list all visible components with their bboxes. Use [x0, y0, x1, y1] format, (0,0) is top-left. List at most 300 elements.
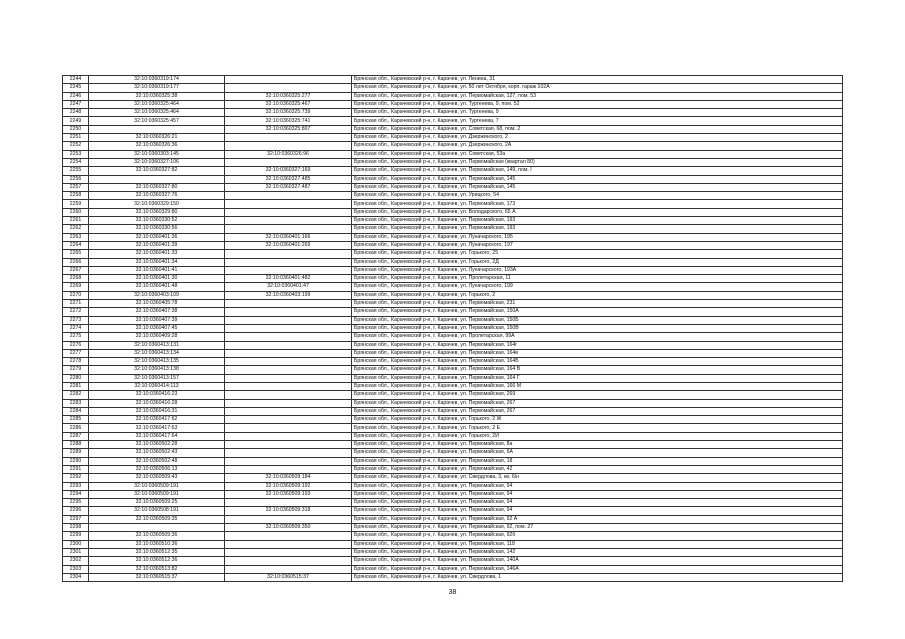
parent-number-cell — [225, 158, 352, 166]
parent-number-cell: 32:10:0360327:169 — [225, 167, 352, 175]
address-cell: Брянская обл., Карачевский р-н, г. Карачев, ул. Горького, 2И — [352, 432, 843, 440]
cadastral-number-cell: 32:10:0360512:35 — [89, 548, 225, 556]
address-cell: Брянская обл., Карачевский р-н, г. Карачев, ул. Первомайская, 118 — [352, 540, 843, 548]
table-row — [63, 76, 843, 84]
address-cell: Брянская обл., Карачевский р-н, г. Карачев, ул. Первомайская, 145 — [352, 183, 843, 191]
address-cell: Брянская обл., Карачевский р-н, г. Карачев, ул. Первомайская, 92 А — [352, 515, 843, 523]
parent-number-cell — [225, 192, 352, 200]
row-number-cell: 2262 — [63, 225, 89, 233]
row-number-cell: 2279 — [63, 366, 89, 374]
address-cell: Брянская обл., Карачевский р-н, г. Карачев, ул. Первомайская, 164Б — [352, 358, 843, 366]
row-number-cell: 2247 — [63, 100, 89, 108]
row-number-cell: 2294 — [63, 490, 89, 498]
table-row — [63, 150, 843, 158]
table-row — [63, 175, 843, 183]
address-cell: Брянская обл., Карачевский р-н, г. Карачев, ул. Дзержинского, 2 — [352, 134, 843, 142]
address-cell: Брянская обл., Карачевский р-н, г. Карачев, ул. Первомайская, 94 — [352, 482, 843, 490]
table-row — [63, 366, 843, 374]
address-cell: Брянская обл., Карачевский р-н, г. Карачев, ул. Горького, 2 Е — [352, 424, 843, 432]
cadastral-number-cell: 32:10:0360413:157 — [89, 374, 225, 382]
parent-number-cell: 32:10:0360401:166 — [225, 233, 352, 241]
parent-number-cell — [225, 382, 352, 390]
parent-number-cell — [225, 308, 352, 316]
row-number-cell: 2252 — [63, 142, 89, 150]
parent-number-cell: 32:10:0360325:277 — [225, 92, 352, 100]
cadastral-number-cell: 32:10:0360407:38 — [89, 308, 225, 316]
parent-number-cell — [225, 341, 352, 349]
parent-number-cell — [225, 457, 352, 465]
table-row — [63, 316, 843, 324]
address-cell: Брянская обл., Карачевский р-н, г. Карачев, ул. Свердлова, 3, кв. 6/н — [352, 474, 843, 482]
row-number-cell: 2266 — [63, 258, 89, 266]
address-cell: Брянская обл., Карачевский р-н, г. Карачев, ул. Володарского, 65 А — [352, 208, 843, 216]
cadastral-number-cell: 32:10:0360325:457 — [89, 117, 225, 125]
address-cell: Брянская обл., Карачевский р-н, г. Карачев, ул. Горького, 2Д — [352, 258, 843, 266]
table-row — [63, 374, 843, 382]
parent-number-cell — [225, 391, 352, 399]
row-number-cell: 2248 — [63, 109, 89, 117]
row-number-cell: 2245 — [63, 84, 89, 92]
table-row — [63, 283, 843, 291]
row-number-cell: 2251 — [63, 134, 89, 142]
row-number-cell: 2263 — [63, 233, 89, 241]
address-cell: Брянская обл., Карачевский р-н, г. Карачев, ул. Советская, 68, пом. 2 — [352, 125, 843, 133]
parent-number-cell: 32:10:0360509:318 — [225, 507, 352, 515]
cadastral-number-cell: 32:10:0360502:43 — [89, 449, 225, 457]
table-row — [63, 225, 843, 233]
table-row — [63, 324, 843, 332]
table-row — [63, 349, 843, 357]
table-row — [63, 382, 843, 390]
address-cell: Брянская обл., Карачевский р-н, г. Карачев, ул. Луначарского, 195 — [352, 233, 843, 241]
row-number-cell: 2250 — [63, 125, 89, 133]
parent-number-cell: 32:10:0360509:193 — [225, 490, 352, 498]
address-cell: Брянская обл., Карачевский р-н, г. Карачев, ул. Первомайская, 94 — [352, 507, 843, 515]
cadastral-number-cell: 32:10:0360407:39 — [89, 316, 225, 324]
parent-number-cell — [225, 217, 352, 225]
row-number-cell: 2296 — [63, 507, 89, 515]
address-cell: Брянская обл., Карачевский р-н, г. Карачев, ул. Ленина, 31 — [352, 76, 843, 84]
parent-number-cell — [225, 548, 352, 556]
table-row — [63, 134, 843, 142]
parent-number-cell — [225, 399, 352, 407]
row-number-cell: 2261 — [63, 217, 89, 225]
row-number-cell: 2286 — [63, 424, 89, 432]
table-row — [63, 167, 843, 175]
cadastral-number-cell: 32:10:0360416:28 — [89, 399, 225, 407]
table-row — [63, 482, 843, 490]
table-row — [63, 532, 843, 540]
parent-number-cell — [225, 532, 352, 540]
cadastral-number-cell: 32:10:0360325:464 — [89, 109, 225, 117]
table-row — [63, 499, 843, 507]
row-number-cell: 2297 — [63, 515, 89, 523]
parent-number-cell — [225, 441, 352, 449]
parent-number-cell — [225, 349, 352, 357]
address-cell: Брянская обл., Карачевский р-н, г. Карачев, ул. Первомайская, 127, пом. 53 — [352, 92, 843, 100]
cadastral-number-cell: 32:10:0360325:464 — [89, 100, 225, 108]
table-row — [63, 308, 843, 316]
row-number-cell: 2287 — [63, 432, 89, 440]
address-cell: Брянская обл., Карачевский р-н, г. Карачев, ул. Первомайская, 193 — [352, 217, 843, 225]
parent-number-cell — [225, 366, 352, 374]
parent-number-cell — [225, 250, 352, 258]
row-number-cell: 2254 — [63, 158, 89, 166]
table-row — [63, 100, 843, 108]
table-row — [63, 192, 843, 200]
parent-number-cell — [225, 565, 352, 573]
cadastral-number-cell — [89, 175, 225, 183]
cadastral-number-cell: 32:10:0360509:36 — [89, 532, 225, 540]
cadastral-number-cell: 32:10:0360325:38 — [89, 92, 225, 100]
address-cell: Брянская обл., Карачевский р-н, г. Карачев, ул. Первомайская, 6А — [352, 449, 843, 457]
table-row — [63, 424, 843, 432]
row-number-cell: 2258 — [63, 192, 89, 200]
table-row — [63, 200, 843, 208]
table-row — [63, 407, 843, 415]
cadastral-number-cell: 32:10:0360327:76 — [89, 192, 225, 200]
cadastral-number-cell: 32:10:0360329:80 — [89, 208, 225, 216]
cadastral-number-cell: 32:10:0360509:43 — [89, 474, 225, 482]
address-cell: Брянская обл., Карачевский р-н, г. Карачев, ул. Первомайская, 94 — [352, 499, 843, 507]
table-row — [63, 275, 843, 283]
parent-number-cell — [225, 208, 352, 216]
parent-number-cell: 32:10:0360325:467 — [225, 100, 352, 108]
cadastral-number-cell — [89, 125, 225, 133]
parent-number-cell — [225, 449, 352, 457]
row-number-cell: 2265 — [63, 250, 89, 258]
address-cell: Брянская обл., Карачевский р-н, г. Карачев, ул. Первомайская, 145 — [352, 175, 843, 183]
table-row — [63, 449, 843, 457]
parent-number-cell — [225, 300, 352, 308]
row-number-cell: 2272 — [63, 308, 89, 316]
cadastral-number-cell: 32:10:0360330:56 — [89, 225, 225, 233]
table-row — [63, 291, 843, 299]
address-cell: Брянская обл., Карачевский р-н, г. Карачев, ул. Первомайская, 149, пом. I — [352, 167, 843, 175]
address-cell: Брянская обл., Карачевский р-н, г. Карачев, ул. Первомайская, 150Б — [352, 316, 843, 324]
cadastral-number-cell: 32:10:0360330:52 — [89, 217, 225, 225]
parent-number-cell: 32:10:0360401:269 — [225, 241, 352, 249]
parent-number-cell — [225, 333, 352, 341]
address-cell: Брянская обл., Карачевский р-н, г. Карачев, ул. Первомайская, 18 — [352, 457, 843, 465]
table-row — [63, 250, 843, 258]
parent-number-cell: 32:10:0360401:482 — [225, 275, 352, 283]
parent-number-cell — [225, 416, 352, 424]
parent-number-cell — [225, 225, 352, 233]
page-number: 38 — [448, 589, 457, 596]
address-cell: Брянская обл., Карачевский р-н, г. Карачев, ул. Первомайская, 166 М — [352, 382, 843, 390]
cadastral-number-cell: 32:10:0360326:21 — [89, 134, 225, 142]
row-number-cell: 2293 — [63, 482, 89, 490]
parent-number-cell — [225, 432, 352, 440]
address-cell: Брянская обл., Карачевский р-н, г. Карачев, ул. Первомайская, 173 — [352, 200, 843, 208]
row-number-cell: 2302 — [63, 557, 89, 565]
address-cell: Брянская обл., Карачевский р-н, г. Карачев, ул. Луначарского, 193А — [352, 266, 843, 274]
parent-number-cell — [225, 407, 352, 415]
cadastral-number-cell: 32:10:0360327:106 — [89, 158, 225, 166]
address-cell: Брянская обл., Карачевский р-н, г. Карачев, ул. Первомайская, 92б — [352, 532, 843, 540]
address-cell: Брянская обл., Карачевский р-н, г. Карачев, ул. Дзержинского, 2А — [352, 142, 843, 150]
parent-number-cell: 32:10:0360326:96 — [225, 150, 352, 158]
address-cell: Брянская обл., Карачевский р-н, г. Карачев, ул. Первомайская, 267 — [352, 407, 843, 415]
row-number-cell: 2268 — [63, 275, 89, 283]
cadastral-number-cell: 32:10:0360409:28 — [89, 333, 225, 341]
cadastral-number-cell: 32:10:0360414:113 — [89, 382, 225, 390]
address-cell: Брянская обл., Карачевский р-н, г. Карачев, ул. Первомайская, 42 — [352, 465, 843, 473]
cadastral-number-cell: 32:10:0360319:177 — [89, 84, 225, 92]
address-cell: Брянская обл., Карачевский р-н, г. Карачев, ул. Первомайская, 92, пом. 27 — [352, 524, 843, 532]
parent-number-cell: 32:10:0360509:192 — [225, 482, 352, 490]
parent-number-cell — [225, 557, 352, 565]
cadastral-number-cell: 32:10:0360401:41 — [89, 266, 225, 274]
cadastral-number-cell: 32:10:0360327:80 — [89, 183, 225, 191]
row-number-cell: 2273 — [63, 316, 89, 324]
table-row — [63, 457, 843, 465]
address-cell: Брянская обл., Карачевский р-н, г. Карачев, ул. Советская, 53а — [352, 150, 843, 158]
parent-number-cell: 32:10:0360509:184 — [225, 474, 352, 482]
row-number-cell: 2301 — [63, 548, 89, 556]
address-cell: Брянская обл., Карачевский р-н, г. Карачев, ул. Первомайская, 231 — [352, 300, 843, 308]
table-row — [63, 548, 843, 556]
row-number-cell: 2288 — [63, 441, 89, 449]
parent-number-cell — [225, 84, 352, 92]
address-cell: Брянская обл., Карачевский р-н, г. Карачев, ул. Тургенева, 7 — [352, 117, 843, 125]
cadastral-number-cell: 32:10:0360416:23 — [89, 391, 225, 399]
address-cell: Брянская обл., Карачевский р-н, г. Карачев, ул. Первомайская, 94 — [352, 490, 843, 498]
cadastral-number-cell: 32:10:0360401:34 — [89, 258, 225, 266]
parent-number-cell: 32:10:0360327:485 — [225, 175, 352, 183]
table-row — [63, 158, 843, 166]
table-row — [63, 565, 843, 573]
row-number-cell: 2276 — [63, 341, 89, 349]
cadastral-number-cell: 32:10:0360413:138 — [89, 366, 225, 374]
row-number-cell: 2292 — [63, 474, 89, 482]
address-cell: Брянская обл., Карачевский р-н, г. Карачев, ул. Горького, 2 Ж — [352, 416, 843, 424]
cadastral-number-cell: 32:10:0360502:48 — [89, 457, 225, 465]
table-row — [63, 358, 843, 366]
row-number-cell: 2255 — [63, 167, 89, 175]
parent-number-cell — [225, 316, 352, 324]
table-row — [63, 507, 843, 515]
parent-number-cell: 32:10:0360401:47 — [225, 283, 352, 291]
row-number-cell: 2274 — [63, 324, 89, 332]
address-cell: Брянская обл., Карачевский р-н, г. Карачев, ул. Первомайская, 146А — [352, 565, 843, 573]
row-number-cell: 2298 — [63, 524, 89, 532]
table-row — [63, 300, 843, 308]
address-cell: Брянская обл., Карачевский р-н, г. Карачев, ул. Первомайская, 140А — [352, 557, 843, 565]
table-row — [63, 573, 843, 581]
cadastral-number-cell: 32:10:0360513:82 — [89, 565, 225, 573]
row-number-cell: 2304 — [63, 573, 89, 581]
parent-number-cell: 32:10:0360403:199 — [225, 291, 352, 299]
parent-number-cell: 32:10:0360325:739 — [225, 109, 352, 117]
address-cell: Брянская обл., Карачевский р-н, г. Карачев, ул. Луначарского, 197 — [352, 241, 843, 249]
parent-number-cell — [225, 465, 352, 473]
cadastral-number-cell: 32:10:0360413:131 — [89, 341, 225, 349]
cadastral-number-cell: 32:10:0360509:191 — [89, 490, 225, 498]
address-cell: Брянская обл., Карачевский р-н, г. Карачев, ул. Пролетарская, 11 — [352, 275, 843, 283]
address-cell: Брянская обл., Карачевский р-н, г. Карачев, ул. Первомайская, 193 — [352, 225, 843, 233]
table-row — [63, 266, 843, 274]
table-row — [63, 333, 843, 341]
cadastral-number-cell: 32:10:0360502:28 — [89, 441, 225, 449]
cadastral-number-cell: 32:10:0360509:25 — [89, 499, 225, 507]
cadastral-number-cell: 32:10:0360509:35 — [89, 515, 225, 523]
parent-number-cell — [225, 200, 352, 208]
parent-number-cell — [225, 374, 352, 382]
parent-number-cell — [225, 424, 352, 432]
parent-number-cell: 32:10:0360325:807 — [225, 125, 352, 133]
table-row — [63, 341, 843, 349]
cadastral-number-cell: 32:10:0360413:135 — [89, 358, 225, 366]
table-row — [63, 117, 843, 125]
table-row — [63, 241, 843, 249]
cadastral-number-cell: 32:10:0360303:145 — [89, 150, 225, 158]
table-row — [63, 399, 843, 407]
parent-number-cell: 32:10:0360515:37 — [225, 573, 352, 581]
row-number-cell: 2249 — [63, 117, 89, 125]
address-cell: Брянская обл., Карачевский р-н, г. Карачев, ул. Первомайская, 142 — [352, 548, 843, 556]
row-number-cell: 2289 — [63, 449, 89, 457]
row-number-cell: 2278 — [63, 358, 89, 366]
row-number-cell: 2295 — [63, 499, 89, 507]
row-number-cell: 2244 — [63, 76, 89, 84]
table-row — [63, 208, 843, 216]
table-row — [63, 515, 843, 523]
row-number-cell: 2259 — [63, 200, 89, 208]
cadastral-number-cell: 32:10:0360508:191 — [89, 507, 225, 515]
row-number-cell: 2256 — [63, 175, 89, 183]
table-row — [63, 391, 843, 399]
cadastral-number-cell: 32:10:0360401:30 — [89, 275, 225, 283]
row-number-cell: 2281 — [63, 382, 89, 390]
cadastral-number-cell: 32:10:0360401:48 — [89, 283, 225, 291]
cadastral-number-cell: 32:10:0360512:36 — [89, 557, 225, 565]
parent-number-cell — [225, 515, 352, 523]
address-cell: Брянская обл., Карачевский р-н, г. Карачев, ул. Первомайская, 8а — [352, 441, 843, 449]
cadastral-number-cell: 32:10:0360407:45 — [89, 324, 225, 332]
row-number-cell: 2270 — [63, 291, 89, 299]
address-cell: Брянская обл., Карачевский р-н, г. Карачев, ул. Первомайская, 150А — [352, 308, 843, 316]
table-row — [63, 142, 843, 150]
cadastral-number-cell: 32:10:0360329:150 — [89, 200, 225, 208]
address-cell: Брянская обл., Карачевский р-н, г. Карачев, ул. Луначарского, 199 — [352, 283, 843, 291]
address-cell: Брянская обл., Карачевский р-н, г. Карачев, ул. Первомайская (квартал 80) — [352, 158, 843, 166]
table-row — [63, 183, 843, 191]
table-row — [63, 474, 843, 482]
cadastral-number-cell: 32:10:0360413:134 — [89, 349, 225, 357]
parent-number-cell: 32:10:0360325:741 — [225, 117, 352, 125]
address-cell: Брянская обл., Карачевский р-н, г. Карачев, ул. Тургенева, 9, пом. 52 — [352, 100, 843, 108]
cadastral-number-cell: 32:10:0360326:36 — [89, 142, 225, 150]
row-number-cell: 2284 — [63, 407, 89, 415]
table-row — [63, 465, 843, 473]
cadastral-number-cell: 32:10:0360510:36 — [89, 540, 225, 548]
row-number-cell: 2275 — [63, 333, 89, 341]
cadastral-number-cell: 32:10:0360403:109 — [89, 291, 225, 299]
row-number-cell: 2280 — [63, 374, 89, 382]
table-row — [63, 557, 843, 565]
row-number-cell: 2285 — [63, 416, 89, 424]
address-cell: Брянская обл., Карачевский р-н, г. Карачев, ул. Тургенева, 9 — [352, 109, 843, 117]
row-number-cell: 2299 — [63, 532, 89, 540]
cadastral-number-cell: 32:10:0360506:13 — [89, 465, 225, 473]
address-cell: Брянская обл., Карачевский р-н, г. Карачев, ул. Горького, 25 — [352, 250, 843, 258]
cadastral-number-cell: 32:10:0360416:31 — [89, 407, 225, 415]
row-number-cell: 2291 — [63, 465, 89, 473]
cadastral-number-cell: 32:10:0360401:39 — [89, 241, 225, 249]
address-cell: Брянская обл., Карачевский р-н, г. Карачев, ул. Первомайская, 164в — [352, 349, 843, 357]
cadastral-number-cell: 32:10:0360401:33 — [89, 250, 225, 258]
table-row — [63, 125, 843, 133]
table-row — [63, 84, 843, 92]
cadastral-number-cell: 32:10:0360319:174 — [89, 76, 225, 84]
row-number-cell: 2303 — [63, 565, 89, 573]
cadastral-number-cell: 32:10:0360327:82 — [89, 167, 225, 175]
registry-table-body — [63, 76, 843, 582]
registry-table — [62, 75, 843, 582]
row-number-cell: 2267 — [63, 266, 89, 274]
parent-number-cell — [225, 258, 352, 266]
table-row — [63, 490, 843, 498]
row-number-cell: 2257 — [63, 183, 89, 191]
address-cell: Брянская обл., Карачевский р-н, г. Карачев, ул. Первомайская, 150В — [352, 324, 843, 332]
table-row — [63, 258, 843, 266]
row-number-cell: 2277 — [63, 349, 89, 357]
cadastral-number-cell: 32:10:0360405:78 — [89, 300, 225, 308]
parent-number-cell — [225, 324, 352, 332]
parent-number-cell — [225, 134, 352, 142]
row-number-cell: 2264 — [63, 241, 89, 249]
row-number-cell: 2260 — [63, 208, 89, 216]
address-cell: Брянская обл., Карачевский р-н, г. Карачев, ул. Первомайская, 269 — [352, 391, 843, 399]
cadastral-number-cell: 32:10:0360417:62 — [89, 416, 225, 424]
parent-number-cell — [225, 76, 352, 84]
row-number-cell: 2290 — [63, 457, 89, 465]
cadastral-number-cell — [89, 524, 225, 532]
table-row — [63, 109, 843, 117]
table-row — [63, 432, 843, 440]
cadastral-number-cell: 32:10:0360417:64 — [89, 432, 225, 440]
row-number-cell: 2283 — [63, 399, 89, 407]
row-number-cell: 2271 — [63, 300, 89, 308]
parent-number-cell — [225, 142, 352, 150]
cadastral-number-cell: 32:10:0360401:36 — [89, 233, 225, 241]
table-row — [63, 441, 843, 449]
row-number-cell: 2246 — [63, 92, 89, 100]
cadastral-number-cell: 32:10:0360509:191 — [89, 482, 225, 490]
address-cell: Брянская обл., Карачевский р-н, г. Карачев, ул. Свердлова, 1 — [352, 573, 843, 581]
table-row — [63, 217, 843, 225]
parent-number-cell — [225, 358, 352, 366]
row-number-cell: 2253 — [63, 150, 89, 158]
table-row — [63, 233, 843, 241]
row-number-cell: 2269 — [63, 283, 89, 291]
table-row — [63, 416, 843, 424]
row-number-cell: 2300 — [63, 540, 89, 548]
address-cell: Брянская обл., Карачевский р-н, г. Карачев, ул. Горького, 2 — [352, 291, 843, 299]
address-cell: Брянская обл., Карачевский р-н, г. Карачев, ул. 50 лет Октября, корп. гараж 102А — [352, 84, 843, 92]
cadastral-number-cell: 32:10:0360515:37 — [89, 573, 225, 581]
row-number-cell: 2282 — [63, 391, 89, 399]
table-row — [63, 540, 843, 548]
address-cell: Брянская обл., Карачевский р-н, г. Карачев, ул. Первомайская, 164 В — [352, 366, 843, 374]
cadastral-number-cell: 32:10:0360417:63 — [89, 424, 225, 432]
address-cell: Брянская обл., Карачевский р-н, г. Карачев, ул. Первомайская, 267 — [352, 399, 843, 407]
parent-number-cell — [225, 540, 352, 548]
parent-number-cell: 32:10:0360327:487 — [225, 183, 352, 191]
address-cell: Брянская обл., Карачевский р-н, г. Карачев, ул. Пролетарская, 99А — [352, 333, 843, 341]
